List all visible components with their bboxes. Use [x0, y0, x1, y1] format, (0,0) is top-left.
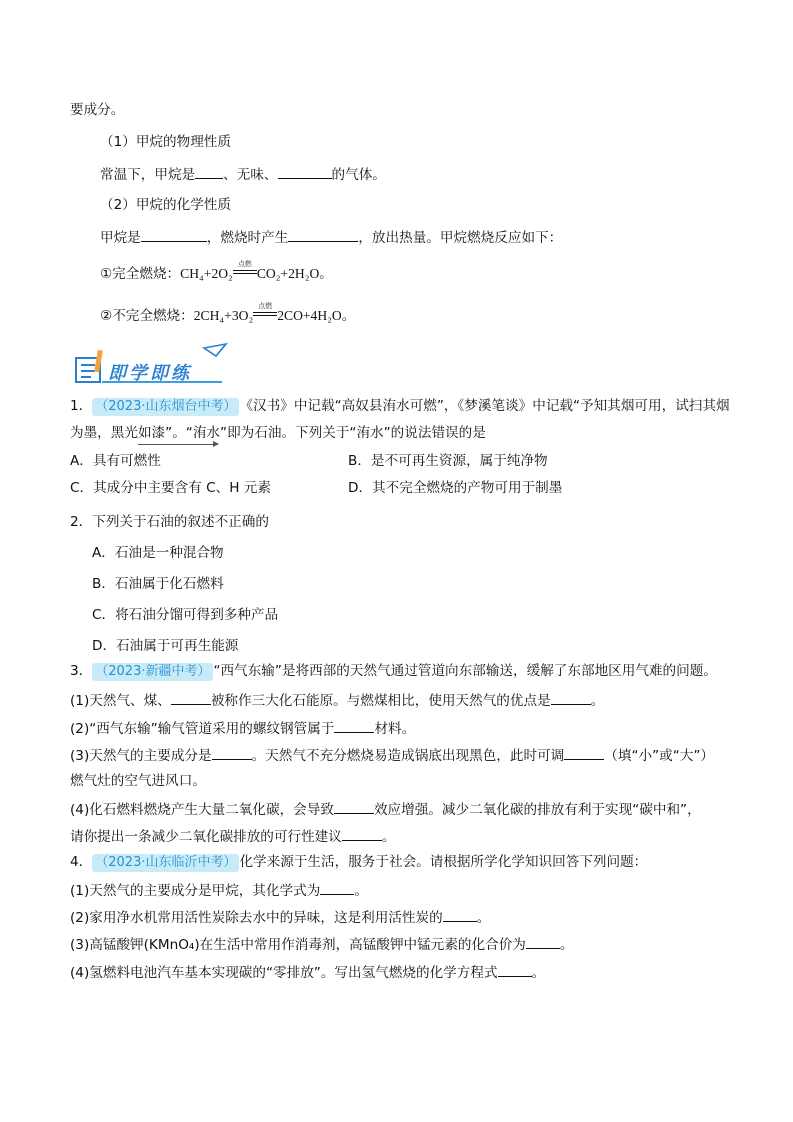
answer-blank[interactable] — [526, 934, 560, 949]
answer-blank[interactable] — [278, 164, 332, 179]
question-1-stem: 1． （2023·山东烟台中考） 《汉书》中记载“高奴县洧水可燃”，《梦溪笔谈》中记载“予知其烟可用，试扫其烟 — [70, 398, 730, 414]
reaction-arrow: 点燃 — [253, 307, 277, 325]
question-4-stem: 4． （2023·山东临沂中考） 化学来源于生活，服务于社会。请根据所学化学知识回答下列问题： — [70, 854, 648, 870]
question-3-part-4: (4)化石燃料燃烧产生大量二氧化碳，会导致 效应增强。减少二氧化碳的排放有利于实现“碳中和”， — [70, 799, 701, 819]
incomplete-combustion-equation: ②不完全燃烧：2CH₄+3O₂ 点燃 2CO+4H₂O。 — [100, 302, 356, 324]
question-2-stem: 2．下列关于石油的叙述不正确的 — [70, 514, 269, 530]
answer-blank[interactable] — [212, 745, 252, 760]
question-2-option-d[interactable]: D．石油属于可再生能源 — [92, 638, 239, 654]
chemical-property-line: 甲烷是 ，燃烧时产生 ，放出热量。甲烷燃烧反应如下： — [100, 227, 562, 247]
chemical-property-title: （2）甲烷的化学性质 — [100, 197, 231, 213]
answer-blank[interactable] — [320, 880, 354, 895]
intro-line: 要成分。 — [70, 102, 125, 118]
question-2-option-c[interactable]: C．将石油分馏可得到多种产品 — [92, 607, 279, 623]
question-1-option-a[interactable]: A．具有可燃性 — [70, 453, 161, 469]
question-1-option-d[interactable]: D．其不完全燃烧的产物可用于制墨 — [348, 480, 563, 496]
source-tag: （2023·山东烟台中考） — [92, 398, 239, 416]
question-4-part-2: (2)家用净水机常用活性炭除去水中的异味，这是利用活性炭的 。 — [70, 907, 490, 927]
question-3-part-3-cont: 燃气灶的空气进风口。 — [70, 773, 206, 789]
answer-blank[interactable] — [141, 227, 207, 242]
stray-arrow-head — [213, 441, 219, 447]
question-4-part-1: (1)天然气的主要成分是甲烷，其化学式为 。 — [70, 880, 368, 900]
question-3-stem: 3． （2023·新疆中考） “西气东输”是将西部的天然气通过管道向东部输送，缓解了东部地区用气难的问题。 — [70, 663, 717, 679]
reaction-arrow: 点燃 — [233, 265, 257, 283]
question-1-stem-cont: 为墨，黑光如漆”。“洧水”即为石油。下列关于“洧水”的说法错误的是 — [70, 425, 486, 441]
answer-blank[interactable] — [443, 907, 477, 922]
answer-blank[interactable] — [171, 690, 211, 705]
question-3-part-1: (1)天然气、煤、 被称作三大化石能原。与燃煤相比，使用天然气的优点是 。 — [70, 690, 604, 710]
question-2-option-a[interactable]: A．石油是一种混合物 — [92, 545, 224, 561]
question-3-part-2: (2)“西气东输”输气管道采用的螺纹钢管属于 材料。 — [70, 718, 415, 738]
answer-blank[interactable] — [288, 227, 358, 242]
section-header — [72, 342, 242, 388]
physical-property-title: （1）甲烷的物理性质 — [100, 134, 231, 150]
answer-blank[interactable] — [195, 164, 223, 179]
source-tag: （2023·山东临沂中考） — [92, 854, 239, 872]
question-3-part-4-cont: 请你提出一条减少二氧化碳排放的可行性建议 。 — [70, 826, 395, 846]
source-tag: （2023·新疆中考） — [92, 663, 213, 681]
question-4-part-4: (4)氢燃料电池汽车基本实现碳的“零排放”。写出氢气燃烧的化学方程式 。 — [70, 962, 545, 982]
physical-property-line: 常温下，甲烷是 、无味、 的气体。 — [100, 164, 386, 184]
answer-blank[interactable] — [334, 799, 374, 814]
question-3-part-3: (3)天然气的主要成分是 。天然气不充分燃烧易造成锅底出现黑色，此时可调 （填“小”或“大”） — [70, 745, 714, 765]
answer-blank[interactable] — [564, 745, 604, 760]
question-1-option-b[interactable]: B．是不可再生资源，属于纯净物 — [348, 453, 548, 469]
stray-arrow-line — [138, 444, 218, 445]
answer-blank[interactable] — [334, 718, 374, 733]
question-4-part-3: (3)高锰酸钾(KMnO₄)在生活中常用作消毒剂，高锰酸钾中锰元素的化合价为 。 — [70, 934, 574, 954]
complete-combustion-equation: ①完全燃烧：CH₄+2O₂ 点燃 CO₂+2H₂O。 — [100, 260, 333, 282]
answer-blank[interactable] — [342, 826, 382, 841]
question-1-option-c[interactable]: C．其成分中主要含有 C、H 元素 — [70, 480, 271, 496]
answer-blank[interactable] — [498, 962, 532, 977]
question-2-option-b[interactable]: B．石油属于化石燃料 — [92, 576, 224, 592]
answer-blank[interactable] — [551, 690, 591, 705]
section-title: 即学即练 — [108, 363, 192, 384]
